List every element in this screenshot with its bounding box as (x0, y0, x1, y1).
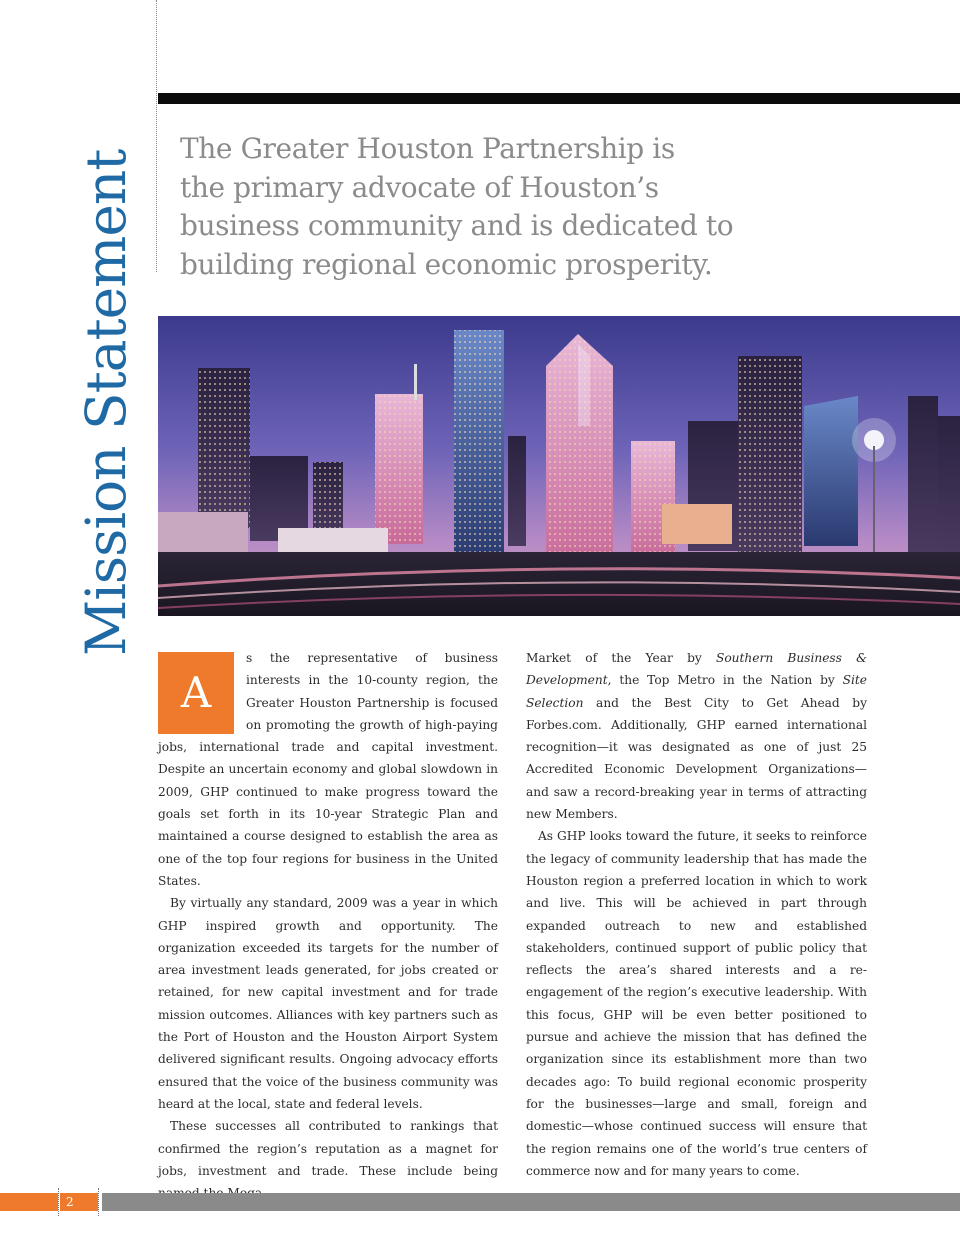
body-paragraph: s the representative of business interests in the 10-county region, the Greater Houston Partnership is focused on promoting the growth of high-paying jobs, international trade and capital investment. Despite an uncertain economy and global slowdown in 2009, GHP continued to make progress toward the goals set forth in its 10-year Strategic Plan and maintained a course designed to establish the area as one of the top four regions for business in the United States. (158, 651, 498, 888)
footer-divider (98, 1188, 99, 1216)
lede-quote (180, 130, 740, 284)
page-number: 2 (60, 1193, 98, 1211)
header-rule (158, 93, 960, 104)
publication-name: Southern Business & Development (526, 651, 868, 688)
body-paragraph: These successes all contributed to rankings that confirmed the region’s reputation as a magnet for jobs, investment and trade. These include being (158, 1119, 498, 1178)
body-column-right (526, 647, 867, 1182)
lede-line: business community and is dedicated to (180, 209, 734, 242)
skyline-photo (158, 316, 960, 616)
lede-line: The Greater Houston Partnership is (180, 132, 675, 165)
publication-name: Site Selection (526, 673, 867, 710)
dotted-divider (156, 0, 157, 272)
lede-line: building regional economic prosperity. (180, 247, 713, 281)
text-run: and the Best City to Get Ahead by Forbes.com. Additionally, GHP earned international recognition—it was designated as one of just 25 Accredited Economic Development Organizations—and saw a record-breaking year in terms of attracting new Members. (526, 695, 867, 822)
body-paragraph: As GHP looks toward the future, it seeks to reinforce the legacy of community leadership that has made the Houston region a preferred location in which to work and live. This will be achieved in part through expanded outreach to new and established stakeholders, continued support of public policy that reflects the area’s shared interests and a re-engagement of the region’s executive leadership. With this focus, GHP will be even better positioned to pursue and achieve the mission that has defined the organization since its establishment more than two decades ago: To build regional economic prosperity for the businesses—large and small, foreign and domestic—whose continued success will ensure that the region remains one of the world’s true centers of commerce now and for many years to come. (526, 829, 867, 1178)
footer-bar (102, 1193, 960, 1211)
body-paragraph: By virtually any standard, 2009 was a year in which GHP inspired growth and opportunity. The organization exceeded its targets for the number of area investment leads generated, for jobs created or retained, for new capital investment and for trade mission outcomes. Alliances with key partners such as the Port of Houston and the Houston Airport System delivered significant results. Ongoing advocacy efforts ensured that the voice of the business community was heard at the local, state and federal levels. (158, 896, 498, 1111)
text-run: Market of the Year by (526, 651, 716, 665)
text-run: , the Top Metro in the Nation by (607, 673, 843, 688)
footer-divider (58, 1188, 59, 1216)
footer-accent-bar (0, 1193, 58, 1211)
dropcap: A (158, 652, 234, 734)
body-column-left (158, 647, 498, 1204)
body-paragraph (526, 647, 867, 825)
section-title: Mission Statement (74, 149, 138, 656)
lede-line: the primary advocate of Houston’s (180, 170, 659, 204)
